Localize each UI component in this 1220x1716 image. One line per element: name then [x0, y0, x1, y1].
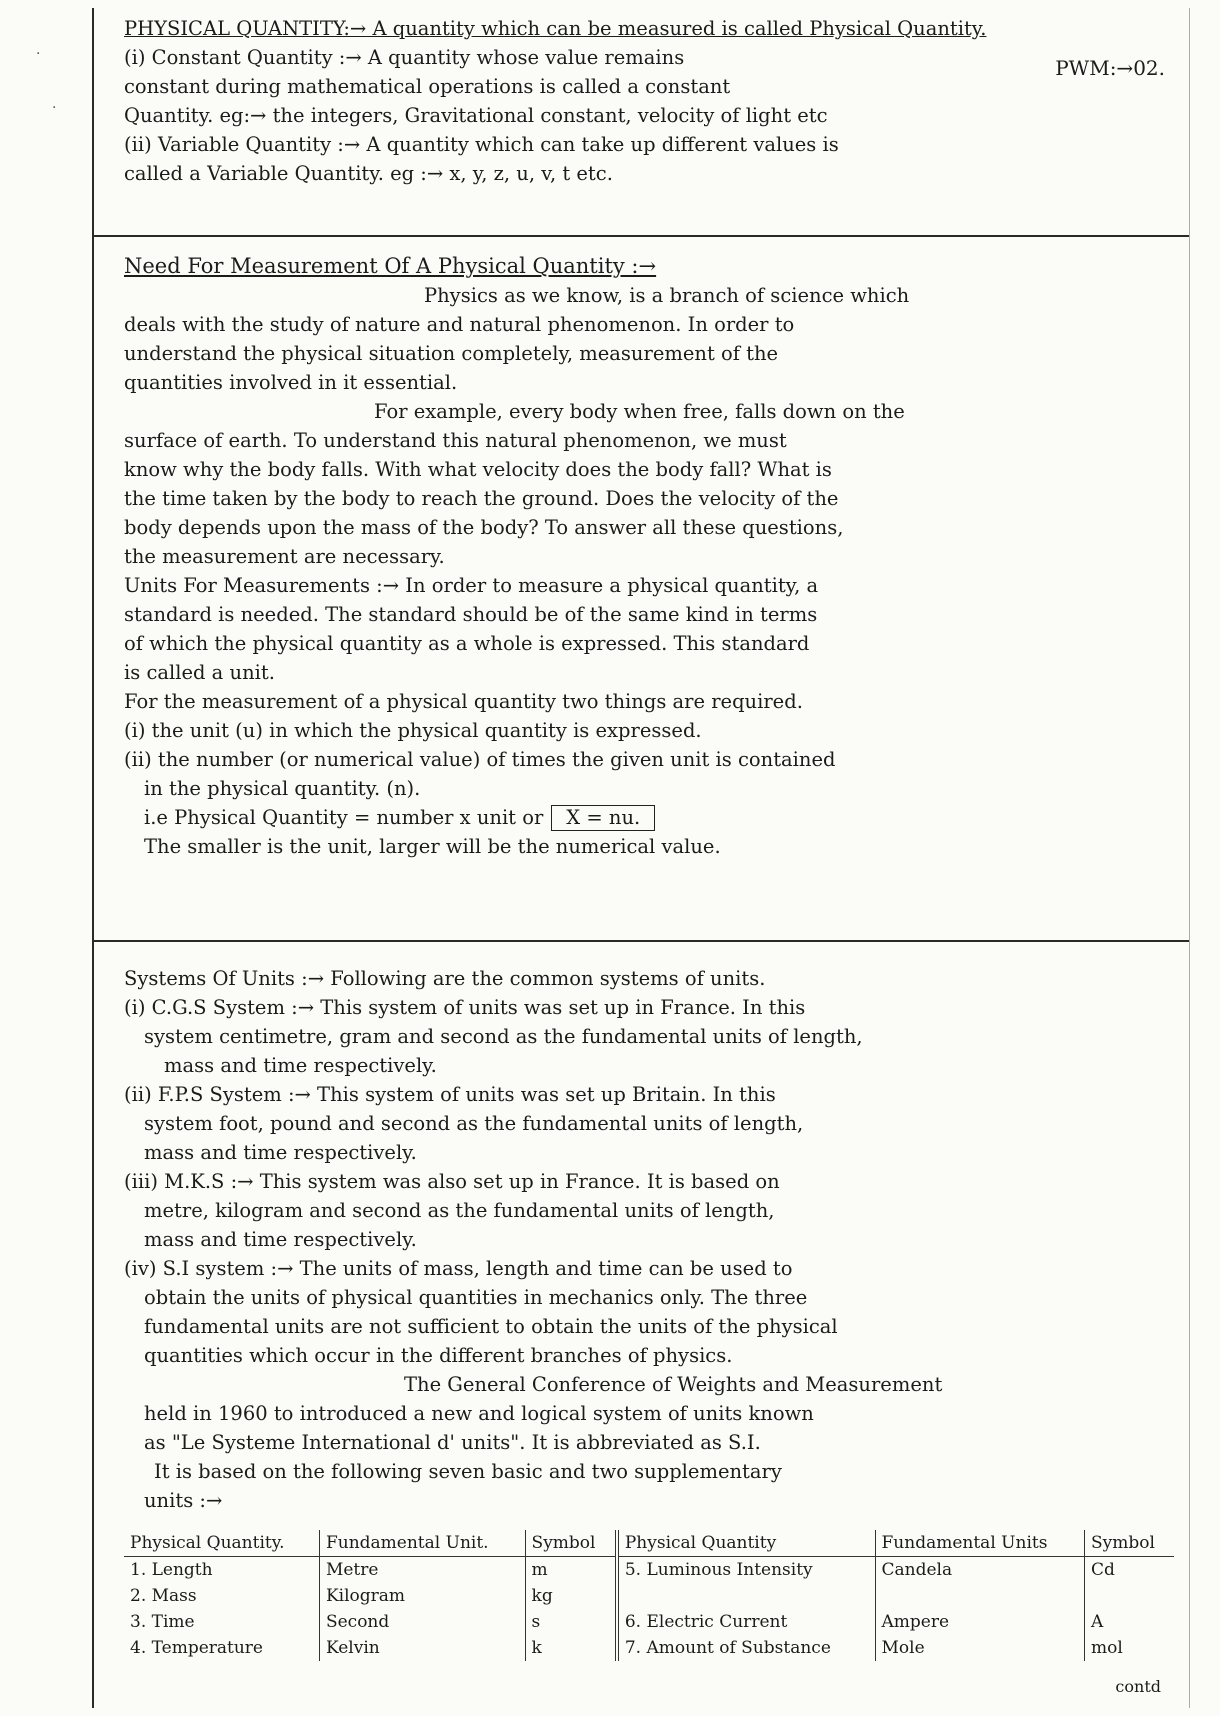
table-cell: 5. Luminous Intensity: [617, 1557, 875, 1584]
paragraph-line: The smaller is the unit, larger will be the numerical value.: [144, 835, 721, 858]
table-cell: k: [525, 1635, 617, 1661]
table-cell: kg: [525, 1583, 617, 1609]
si-units-table: [124, 1530, 1174, 1661]
variable-quantity-line: called a Variable Quantity. eg :→ x, y, z, u, v, t etc.: [124, 162, 613, 185]
table-cell: m: [525, 1557, 617, 1584]
margin-dot: ·: [52, 100, 57, 116]
paragraph-line: body depends upon the mass of the body? To answer all these questions,: [124, 516, 844, 539]
paragraph-line: the measurement are necessary.: [124, 545, 445, 568]
paragraph-line: held in 1960 to introduced a new and logical system of units known: [144, 1402, 814, 1425]
table-cell: Metre: [319, 1557, 525, 1584]
formula-box: X = nu.: [551, 805, 655, 831]
table-cell: 7. Amount of Substance: [617, 1635, 875, 1661]
page-code: PWM:→02.: [1055, 56, 1165, 80]
paragraph-line: deals with the study of nature and natural phenomenon. In order to: [124, 313, 795, 336]
paragraph-line: For the measurement of a physical quantity two things are required.: [124, 690, 803, 713]
paragraph-line: (iii) M.K.S :→ This system was also set up in France. It is based on: [124, 1170, 780, 1193]
paragraph-line: For example, every body when free, falls down on the: [374, 400, 905, 423]
table-header-row: [124, 1530, 1174, 1557]
table-header: Physical Quantity: [617, 1530, 875, 1557]
paragraph-line: standard is needed. The standard should be of the same kind in terms: [124, 603, 818, 626]
table-cell: s: [525, 1609, 617, 1635]
paragraph-line: fundamental units are not sufficient to obtain the units of the physical: [144, 1315, 838, 1338]
paragraph-line: (i) C.G.S System :→ This system of units was set up in France. In this: [124, 996, 806, 1019]
table-cell: Kelvin: [319, 1635, 525, 1661]
formula-line: [124, 803, 1167, 832]
table-cell: Mole: [875, 1635, 1084, 1661]
paragraph-line: (iv) S.I system :→ The units of mass, length and time can be used to: [124, 1257, 793, 1280]
table-cell: Kilogram: [319, 1583, 525, 1609]
paragraph-line: (ii) F.P.S System :→ This system of units was set up Britain. In this: [124, 1083, 776, 1106]
table-cell: 1. Length: [130, 1560, 213, 1580]
table-cell: Candela: [875, 1557, 1084, 1584]
paragraph-line: in the physical quantity. (n).: [144, 777, 421, 800]
table-cell: 4. Temperature: [130, 1638, 263, 1658]
table-cell: 6. Electric Current: [617, 1609, 875, 1635]
paragraph-line: metre, kilogram and second as the fundamental units of length,: [144, 1199, 775, 1222]
need-heading: Need For Measurement Of A Physical Quantity :→: [124, 254, 657, 278]
margin-dot: ·: [36, 46, 41, 62]
table-cell: [875, 1583, 1084, 1609]
constant-quantity-line: Quantity. eg:→ the integers, Gravitational constant, velocity of light etc: [124, 104, 828, 127]
paragraph-line: obtain the units of physical quantities in mechanics only. The three: [144, 1286, 808, 1309]
paragraph-line: (ii) the number (or numerical value) of times the given unit is contained: [124, 748, 836, 771]
constant-quantity-line: (i) Constant Quantity :→ A quantity whose value remains: [124, 46, 685, 69]
paragraph-line: quantities which occur in the different branches of physics.: [144, 1344, 733, 1367]
variable-quantity-line: (ii) Variable Quantity :→ A quantity which can take up different values is: [124, 133, 839, 156]
table-cell: [1084, 1583, 1174, 1609]
table-header: Symbol: [525, 1530, 617, 1557]
units-heading-line: Units For Measurements :→ In order to measure a physical quantity, a: [124, 574, 819, 597]
table-cell: [617, 1583, 875, 1609]
continued-note: contd: [1115, 1677, 1161, 1696]
systems-of-units-block: [94, 964, 1189, 1515]
formula-text: i.e Physical Quantity = number x unit or: [144, 806, 544, 829]
constant-quantity-line: constant during mathematical operations is called a constant: [124, 75, 731, 98]
physical-quantity-definition: PHYSICAL QUANTITY:→ A quantity which can be measured is called Physical Quantity.: [124, 17, 987, 40]
paragraph-line: is called a unit.: [124, 661, 275, 684]
systems-heading: Systems Of Units :→ Following are the common systems of units.: [124, 967, 766, 990]
table-header: Fundamental Unit.: [319, 1530, 525, 1557]
paragraph-line: system foot, pound and second as the fundamental units of length,: [144, 1112, 804, 1135]
paragraph-line: know why the body falls. With what velocity does the body fall? What is: [124, 458, 832, 481]
table-cell: Cd: [1084, 1557, 1174, 1584]
paragraph-line: units :→: [144, 1489, 223, 1512]
notebook-page: [92, 8, 1190, 1708]
section-divider: [94, 235, 1189, 237]
paragraph-line: (i) the unit (u) in which the physical quantity is expressed.: [124, 719, 702, 742]
paragraph-line: system centimetre, gram and second as the fundamental units of length,: [144, 1025, 863, 1048]
table-cell: Second: [319, 1609, 525, 1635]
paragraph-line: mass and time respectively.: [144, 1228, 417, 1251]
paragraph-line: surface of earth. To understand this natural phenomenon, we must: [124, 429, 787, 452]
table-row: [124, 1557, 1174, 1584]
need-for-measurement-block: [94, 252, 1189, 861]
paragraph-line: of which the physical quantity as a whole is expressed. This standard: [124, 632, 810, 655]
definition-block: [94, 14, 1189, 188]
table-header: Physical Quantity.: [124, 1530, 319, 1557]
table-row: [124, 1635, 1174, 1661]
paragraph-line: quantities involved in it essential.: [124, 371, 458, 394]
paragraph-line: It is based on the following seven basic and two supplementary: [154, 1460, 782, 1483]
table-cell: mol: [1084, 1635, 1174, 1661]
table-header: Symbol: [1084, 1530, 1174, 1557]
paragraph-line: understand the physical situation completely, measurement of the: [124, 342, 779, 365]
section-divider: [94, 940, 1189, 942]
paragraph-line: as "Le Systeme International d' units". It is abbreviated as S.I.: [144, 1431, 761, 1454]
paragraph-line: The General Conference of Weights and Measurement: [404, 1373, 943, 1396]
table-header: Fundamental Units: [875, 1530, 1084, 1557]
table-cell: Ampere: [875, 1609, 1084, 1635]
table-cell: A: [1084, 1609, 1174, 1635]
table-cell: 2. Mass: [130, 1586, 197, 1606]
paragraph-line: the time taken by the body to reach the ground. Does the velocity of the: [124, 487, 839, 510]
paragraph-line: mass and time respectively.: [144, 1141, 417, 1164]
table-row: [124, 1583, 1174, 1609]
paragraph-line: Physics as we know, is a branch of science which: [424, 284, 910, 307]
table-row: [124, 1609, 1174, 1635]
paragraph-line: mass and time respectively.: [164, 1054, 437, 1077]
table-cell: 3. Time: [130, 1612, 195, 1632]
